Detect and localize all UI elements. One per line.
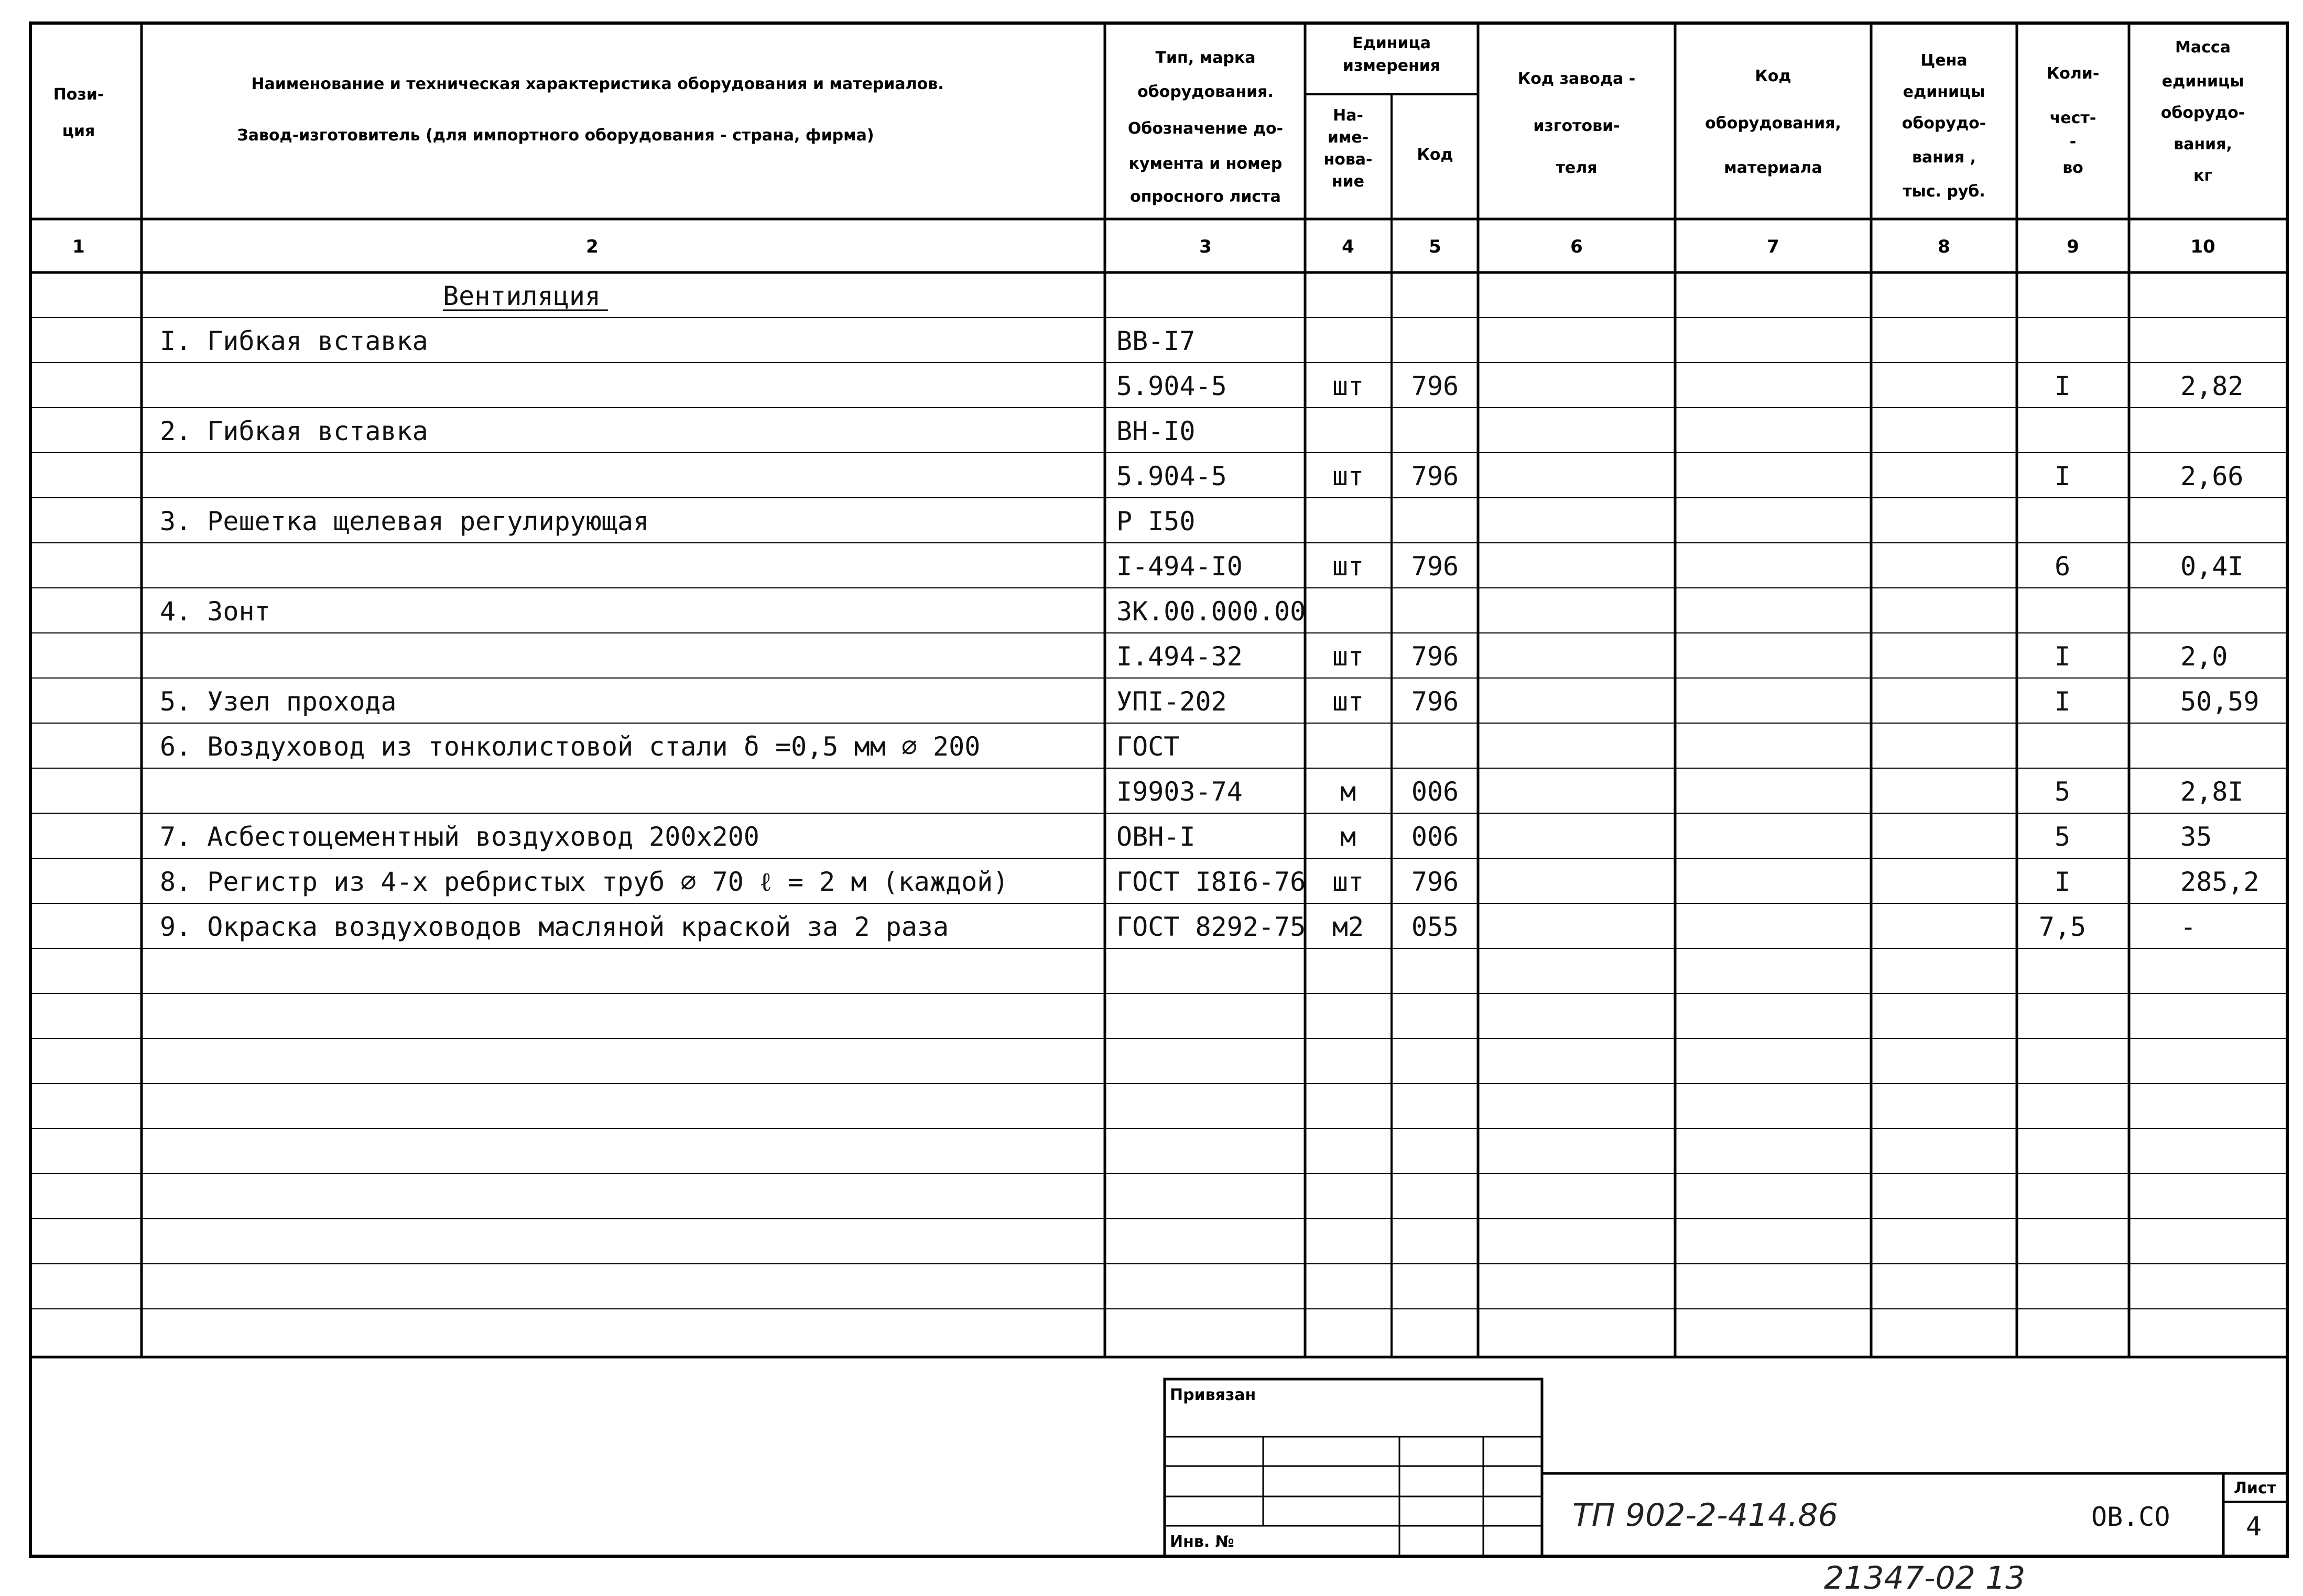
header-col6-line3: теля [1556,159,1598,177]
header-col8-line2: единицы [1903,83,1985,101]
item-type: 5.904-5 [1116,371,1227,401]
item-quantity: I [2054,867,2071,897]
item-unit: шт [1332,641,1364,672]
header-col3-line2: оборудования. [1137,83,1274,101]
header-col2-line2: Завод-изготовитель (для импортного оборудования - страна, фирма) [237,126,874,145]
item-type: 5.904-5 [1116,461,1227,491]
header-col2-line1: Наименование и техническая характеристика оборудования и материалов. [251,75,944,93]
header-col10-line5: кг [2193,167,2213,185]
header-col8-line3: оборудо- [1902,114,1986,133]
item-unit-code: 006 [1411,822,1459,852]
header-col10-line2: единицы [2161,72,2244,91]
item-unit-code: 796 [1411,867,1459,897]
item-mass: 2,0 [2180,641,2228,672]
header-col3-line5: опросного листа [1130,188,1281,206]
header-col1-line1: Пози- [53,85,104,104]
table-row [1116,551,2243,582]
item-name: 5. Узел прохода [160,686,397,717]
item-name: 6. Воздуховод из тонколистовой стали δ =0,5 мм ∅ 200 [160,731,981,762]
header-col4-line3: нова- [1323,150,1373,169]
item-mass: 35 [2180,822,2212,852]
header-col9-line3: - [2069,133,2077,151]
header-col7-line1: Код [1755,67,1791,85]
header-col8-line4: вания , [1911,148,1976,167]
item-unit-code: 055 [1411,912,1459,942]
table-row [160,416,1196,446]
item-type: ВН-I0 [1116,416,1196,446]
item-name: I. Гибкая вставка [160,326,428,356]
item-unit-code: 796 [1411,551,1459,582]
bound-label: Привязан [1170,1386,1256,1404]
item-type: I.494-32 [1116,641,1243,672]
header-col3-line1: Тип, марка [1155,49,1256,67]
table-row [160,326,1196,356]
inventory-label: Инв. № [1170,1533,1234,1551]
table-row [1116,641,2228,672]
item-unit-code: 796 [1411,641,1459,672]
item-type: УПI-202 [1116,686,1227,717]
header-col6-line2: изготови- [1533,117,1620,135]
table-row [160,822,2212,852]
item-quantity: I [2054,686,2071,717]
table-row [160,912,2196,942]
header-col9-line4: во [2062,159,2083,177]
header-col5: Код [1417,146,1453,164]
item-mass: 0,4I [2180,551,2244,582]
table-row [160,506,1196,537]
item-unit-code: 796 [1411,371,1459,401]
header-col4-line2: име- [1327,128,1369,147]
item-name: 3. Решетка щелевая регулирующая [160,506,649,537]
column-number: 9 [2067,236,2079,257]
header-col8-line1: Цена [1920,51,1968,70]
table-header [53,34,2245,206]
item-quantity: I [2054,371,2071,401]
item-name: 2. Гибкая вставка [160,416,428,446]
item-unit: шт [1332,867,1364,897]
header-col4-line4: ние [1331,172,1365,191]
item-name: 7. Асбестоцементный воздуховод 200х200 [160,822,759,852]
header-col3-line3: Обозначение до- [1127,119,1284,138]
column-number: 10 [2190,236,2215,257]
item-type: ОВН-I [1116,822,1196,852]
item-quantity: I [2054,641,2071,672]
item-unit-code: 796 [1411,461,1459,491]
item-unit: м [1340,822,1356,852]
header-col7-line2: оборудования, [1705,114,1841,133]
header-unit-group-line2: измерения [1342,57,1441,75]
item-quantity: 5 [2054,777,2071,807]
item-type: I-494-I0 [1116,551,1243,582]
column-number: 3 [1199,236,1212,257]
item-type: ГОСТ 8292-75 [1116,912,1306,942]
item-unit: шт [1332,461,1364,491]
column-number: 7 [1767,236,1779,257]
table-row [1116,371,2243,401]
item-quantity: 6 [2054,551,2071,582]
header-col9-line2: чест- [2049,109,2096,127]
item-type: ГОСТ I8I6-76 [1116,867,1306,897]
document-number: ТП 902-2-414.86 [1572,1497,1838,1534]
item-mass: 2,66 [2180,461,2244,491]
item-unit-code: 006 [1411,777,1459,807]
column-number: 2 [586,236,599,257]
item-quantity: 7,5 [2038,912,2087,942]
column-number: 4 [1342,236,1354,257]
header-col10-line4: вания, [2174,135,2232,154]
item-unit: шт [1332,686,1364,717]
table-body [160,326,2259,942]
item-mass: 2,8I [2180,777,2244,807]
header-col10-line3: оборудо- [2160,104,2245,122]
item-type: ВВ-I7 [1116,326,1196,356]
item-type: I9903-74 [1116,777,1243,807]
header-col8-line5: тыс. руб. [1903,182,1985,201]
header-col4-line1: На- [1333,106,1363,125]
header-col1-line2: ция [62,122,95,140]
table-row [1116,461,2243,491]
item-name: 9. Окраска воздуховодов масляной краской за 2 раза [160,912,949,942]
sheet-label: Лист [2234,1479,2277,1497]
item-unit: шт [1332,551,1364,582]
item-unit-code: 796 [1411,686,1459,717]
item-mass: 2,82 [2180,371,2244,401]
item-name: 4. Зонт [160,596,270,627]
table-row [160,686,2259,717]
item-type: ГОСТ [1116,731,1180,762]
column-number: 5 [1429,236,1441,257]
table-row [160,596,1306,627]
table-row [1116,777,2243,807]
section-title: Вентиляция [443,281,601,311]
item-unit: шт [1332,371,1364,401]
header-col10-line1: Масса [2175,38,2231,57]
item-quantity: I [2054,461,2071,491]
header-unit-group-line1: Единица [1352,34,1431,52]
item-quantity: 5 [2054,822,2071,852]
table-row [160,867,2259,897]
column-number: 8 [1938,236,1950,257]
column-number: 6 [1570,236,1583,257]
footer-number: 21347-02 13 [1824,1560,2026,1596]
header-col3-line4: кумента и номер [1128,155,1283,173]
table-row [160,731,1179,762]
header-col9-line1: Коли- [2046,64,2100,83]
item-unit: м [1340,777,1356,807]
item-type: ЗК.00.000.00 [1116,596,1306,627]
header-col7-line3: материала [1724,159,1822,177]
item-unit: м2 [1332,912,1364,942]
item-mass: 50,59 [2180,686,2259,717]
column-numbers-row [72,236,2215,257]
item-name: 8. Регистр из 4-х ребристых труб ∅ 70 ℓ = 2 м (каждой) [160,867,1009,897]
item-mass: 285,2 [2180,867,2259,897]
column-number: 1 [72,236,85,257]
item-mass: - [2180,912,2197,942]
sheet-number: 4 [2246,1511,2262,1542]
item-type: Р I50 [1116,506,1196,537]
header-col6-line1: Код завода - [1517,70,1636,88]
document-code: ОВ.СО [2091,1502,2170,1532]
